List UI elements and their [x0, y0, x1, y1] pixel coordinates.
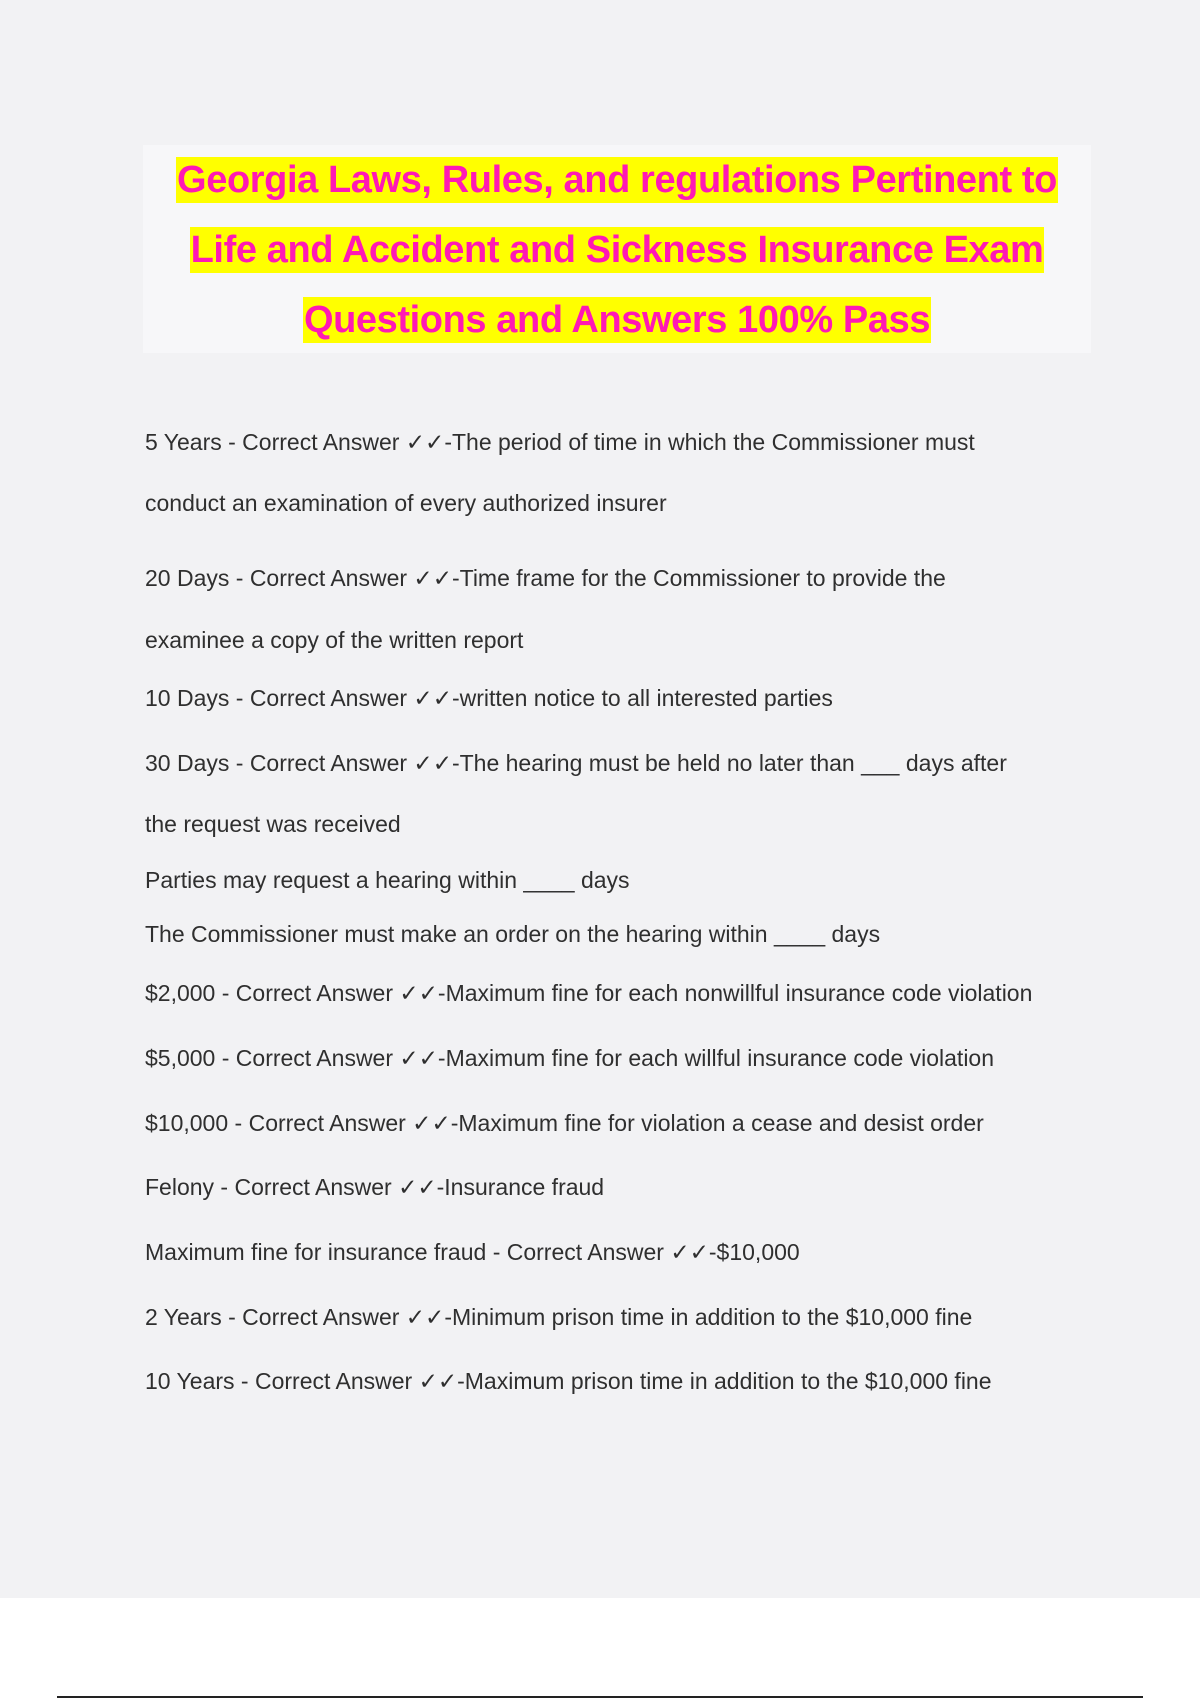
qa-line-felony: Felony - Correct Answer ✓✓-Insurance fraud [145, 1174, 605, 1200]
qa-line-2-years: 2 Years - Correct Answer ✓✓-Minimum prison time in addition to the $10,000 fine [145, 1304, 973, 1330]
qa-line-10-years: 10 Years - Correct Answer ✓✓-Maximum prison time in addition to the $10,000 fine [145, 1368, 992, 1394]
title-line-3 [143, 285, 1091, 355]
qa-line-request-hearing: Parties may request a hearing within ____ days [145, 867, 630, 893]
qa-line-5000-fine: $5,000 - Correct Answer ✓✓-Maximum fine for each willful insurance code violation [145, 1045, 995, 1071]
qa-line-10-days: 10 Days - Correct Answer ✓✓-written notice to all interested parties [145, 685, 833, 711]
title-line-1-text: Georgia Laws, Rules, and regulations Pertinent to [177, 159, 1057, 201]
qa-line-5-years-continued: conduct an examination of every authorized insurer [145, 490, 667, 516]
qa-line-20-days-continued: examinee a copy of the written report [145, 627, 524, 653]
qa-line-order-hearing: The Commissioner must make an order on the hearing within ____ days [145, 921, 881, 947]
title-line-3-text: Questions and Answers 100% Pass [303, 299, 931, 341]
qa-line-20-days: 20 Days - Correct Answer ✓✓-Time frame for the Commissioner to provide the [145, 565, 946, 591]
footer-divider [57, 1696, 1143, 1698]
title-line-1 [143, 145, 1091, 215]
qa-line-30-days: 30 Days - Correct Answer ✓✓-The hearing must be held no later than ___ days after [145, 750, 1007, 776]
title-line-2-text: Life and Accident and Sickness Insurance Exam [190, 229, 1044, 271]
qa-line-5-years: 5 Years - Correct Answer ✓✓-The period of time in which the Commissioner must [145, 429, 975, 455]
title-line-2 [143, 215, 1091, 285]
qa-line-30-days-continued: the request was received [145, 811, 401, 837]
qa-line-10000-fine: $10,000 - Correct Answer ✓✓-Maximum fine for violation a cease and desist order [145, 1110, 984, 1136]
document-title [143, 145, 1091, 353]
qa-line-2000-fine: $2,000 - Correct Answer ✓✓-Maximum fine for each nonwillful insurance code violation [145, 980, 1033, 1006]
qa-line-fraud-fine: Maximum fine for insurance fraud - Correct Answer ✓✓-$10,000 [145, 1239, 800, 1265]
